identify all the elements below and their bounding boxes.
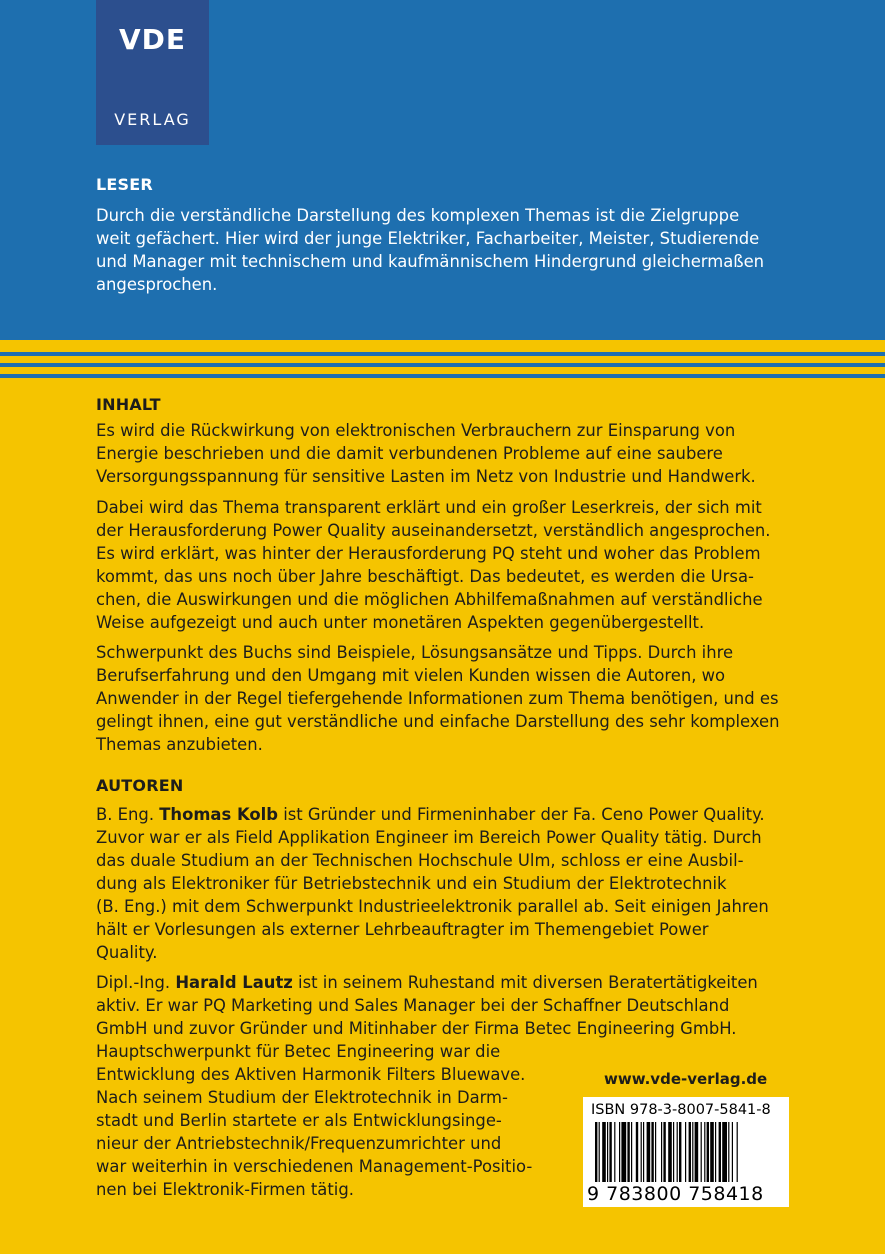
inhalt-line: Es wird die Rückwirkung von elektronischen Verbrauchern zur Einsparung von [96, 421, 736, 440]
barcode-bar [668, 1122, 672, 1182]
inhalt-line: Themas anzubieten. [96, 735, 263, 754]
barcode-bar [701, 1122, 702, 1182]
author-lautz-first-line [96, 971, 758, 994]
author-kolb-line: Quality. [96, 943, 158, 962]
author-kolb-line: Zuvor war er als Field Applikation Engineer im Bereich Power Quality tätig. Durch [96, 828, 762, 847]
inhalt-line: Weise aufgezeigt und auch unter monetären Aspekten gegenübergestellt. [96, 613, 705, 632]
barcode-bar [607, 1122, 608, 1182]
barcode-bar [707, 1122, 709, 1182]
barcode-bar [663, 1122, 665, 1182]
leser-line: Durch die verständliche Darstellung des komplexen Themas ist die Zielgruppe [96, 206, 740, 225]
leser-text [96, 204, 764, 296]
barcode-bar [599, 1122, 600, 1182]
barcode-bar [621, 1122, 626, 1182]
inhalt-line: Energie beschrieben und die damit verbundenen Probleme auf eine saubere [96, 444, 723, 463]
leser-heading: LESER [96, 175, 153, 194]
inhalt-paragraph-2 [96, 496, 771, 634]
decorative-stripes [0, 340, 885, 380]
barcode-bar [651, 1122, 653, 1182]
inhalt-line: Dabei wird das Thema transparent erklärt und ein großer Leserkreis, der sich mit [96, 498, 762, 517]
author-lautz-line: aktiv. Er war PQ Marketing und Sales Manager bei der Schaffner Deutschland [96, 996, 730, 1015]
barcode-bar [673, 1122, 674, 1182]
inhalt-line: Berufserfahrung und den Umgang mit vielen Kunden wissen die Autoren, wo [96, 666, 726, 685]
inhalt-line: der Herausforderung Power Quality auseinandersetzt, verständlich angesprochen. [96, 521, 771, 540]
barcode-bar [602, 1122, 606, 1182]
barcode-bar [631, 1122, 632, 1182]
author-lautz-line: nen bei Elektronik-Firmen tätig. [96, 1180, 354, 1199]
author-kolb-name: Thomas Kolb [159, 805, 278, 824]
author-kolb-line: hält er Vorlesungen als externer Lehrbeauftragter im Themengebiet Power [96, 920, 709, 939]
barcode-bar [655, 1122, 656, 1182]
barcode-bar [728, 1122, 729, 1182]
barcode-bar [627, 1122, 629, 1182]
author-lautz-line: war weiterhin in verschiedenen Management-Positio- [96, 1157, 533, 1176]
author-lautz-line: Hauptschwerpunkt für Betec Engineering war die [96, 1042, 501, 1061]
barcode-bar [595, 1122, 597, 1182]
barcode-bar [609, 1122, 611, 1182]
barcode-bars [595, 1122, 779, 1182]
barcode-bar [679, 1122, 681, 1182]
inhalt-heading: INHALT [96, 395, 161, 414]
barcode-bar [692, 1122, 693, 1182]
publisher-url: www.vde-verlag.de [604, 1070, 768, 1088]
author-kolb-first-rest: ist Gründer und Firmeninhaber der Fa. Ceno Power Quality. [277, 805, 765, 824]
logo-vde-text: VDE [118, 23, 187, 56]
leser-line: und Manager mit technischem und kaufmännischem Hindergrund gleichermaßen [96, 252, 765, 271]
barcode-bar [641, 1122, 642, 1182]
author-kolb-prefix: B. Eng. [96, 805, 160, 824]
barcode-bar [732, 1122, 733, 1182]
barcode-bar [722, 1122, 727, 1182]
isbn-label: ISBN 978-3-8007-5841-8 [591, 1102, 771, 1118]
inhalt-line: gelingt ihnen, eine gut verständliche und einfache Darstellung des sehr komplexen [96, 712, 780, 731]
barcode-digits: 9 783800 758418 [587, 1183, 764, 1205]
inhalt-line: kommt, das uns noch über Jahre beschäftigt. Das bedeutet, es werden die Ursa- [96, 567, 754, 586]
stripe [0, 352, 885, 356]
leser-line: weit gefächert. Hier wird der junge Elektriker, Facharbeiter, Meister, Studierende [96, 229, 760, 248]
barcode-bar [643, 1122, 644, 1182]
logo-verlag-text: VERLAG [114, 110, 191, 129]
inhalt-line: chen, die Auswirkungen und die möglichen Abhilfemaßnahmen auf verständliche [96, 590, 763, 609]
barcode-bar [677, 1122, 678, 1182]
barcode-bar [614, 1122, 615, 1182]
stripe [0, 363, 885, 367]
author-lautz-line: Entwicklung des Aktiven Harmonik Filters Bluewave. [96, 1065, 526, 1084]
author-kolb-line: dung als Elektroniker für Betriebstechnik und ein Studium der Elektrotechnik [96, 874, 727, 893]
barcode-bar [685, 1122, 686, 1182]
author-kolb-bio [96, 803, 769, 964]
blue-header-panel [0, 0, 885, 340]
leser-line: angesprochen. [96, 275, 218, 294]
author-lautz-line: GmbH und zuvor Gründer und Mitinhaber der Firma Betec Engineering GmbH. [96, 1019, 737, 1038]
author-lautz-name: Harald Lautz [175, 973, 293, 992]
barcode-bar [695, 1122, 699, 1182]
inhalt-paragraph-1 [96, 419, 756, 488]
barcode-bar [715, 1122, 716, 1182]
barcode-bar [619, 1122, 620, 1182]
stripe [0, 374, 885, 378]
autoren-heading: AUTOREN [96, 776, 184, 795]
author-lautz-line: nieur der Antriebstechnik/Frequenzumrichter und [96, 1134, 502, 1153]
author-lautz-first-rest: ist in seinem Ruhestand mit diversen Beratertätigkeiten [292, 973, 758, 992]
author-lautz-line: Nach seinem Studium der Elektrotechnik in Darm- [96, 1088, 508, 1107]
author-kolb-first-line [96, 803, 769, 826]
barcode-bar [647, 1122, 651, 1182]
author-kolb-line: das duale Studium an der Technischen Hochschule Ulm, schloss er eine Ausbil- [96, 851, 744, 870]
barcode-bar [710, 1122, 714, 1182]
vde-verlag-logo [96, 0, 209, 145]
barcode-bar [704, 1122, 705, 1182]
barcode-bar [689, 1122, 691, 1182]
barcode-bar [661, 1122, 662, 1182]
barcode-bar [636, 1122, 638, 1182]
isbn-barcode [583, 1097, 789, 1207]
author-kolb-line: (B. Eng.) mit dem Schwerpunkt Industrieelektronik parallel ab. Seit einigen Jahren [96, 897, 769, 916]
inhalt-line: Anwender in der Regel tiefergehende Informationen zum Thema benötigen, und es [96, 689, 779, 708]
barcode-bar [737, 1122, 738, 1182]
inhalt-paragraph-3 [96, 641, 780, 756]
author-lautz-line: stadt und Berlin startete er als Entwicklungsinge- [96, 1111, 502, 1130]
inhalt-line: Es wird erklärt, was hinter der Herausforderung PQ steht und woher das Problem [96, 544, 761, 563]
inhalt-line: Versorgungsspannung für sensitive Lasten im Netz von Industrie und Handwerk. [96, 467, 756, 486]
inhalt-line: Schwerpunkt des Buchs sind Beispiele, Lösungsansätze und Tipps. Durch ihre [96, 643, 734, 662]
barcode-bar [719, 1122, 721, 1182]
author-lautz-prefix: Dipl.-Ing. [96, 973, 176, 992]
